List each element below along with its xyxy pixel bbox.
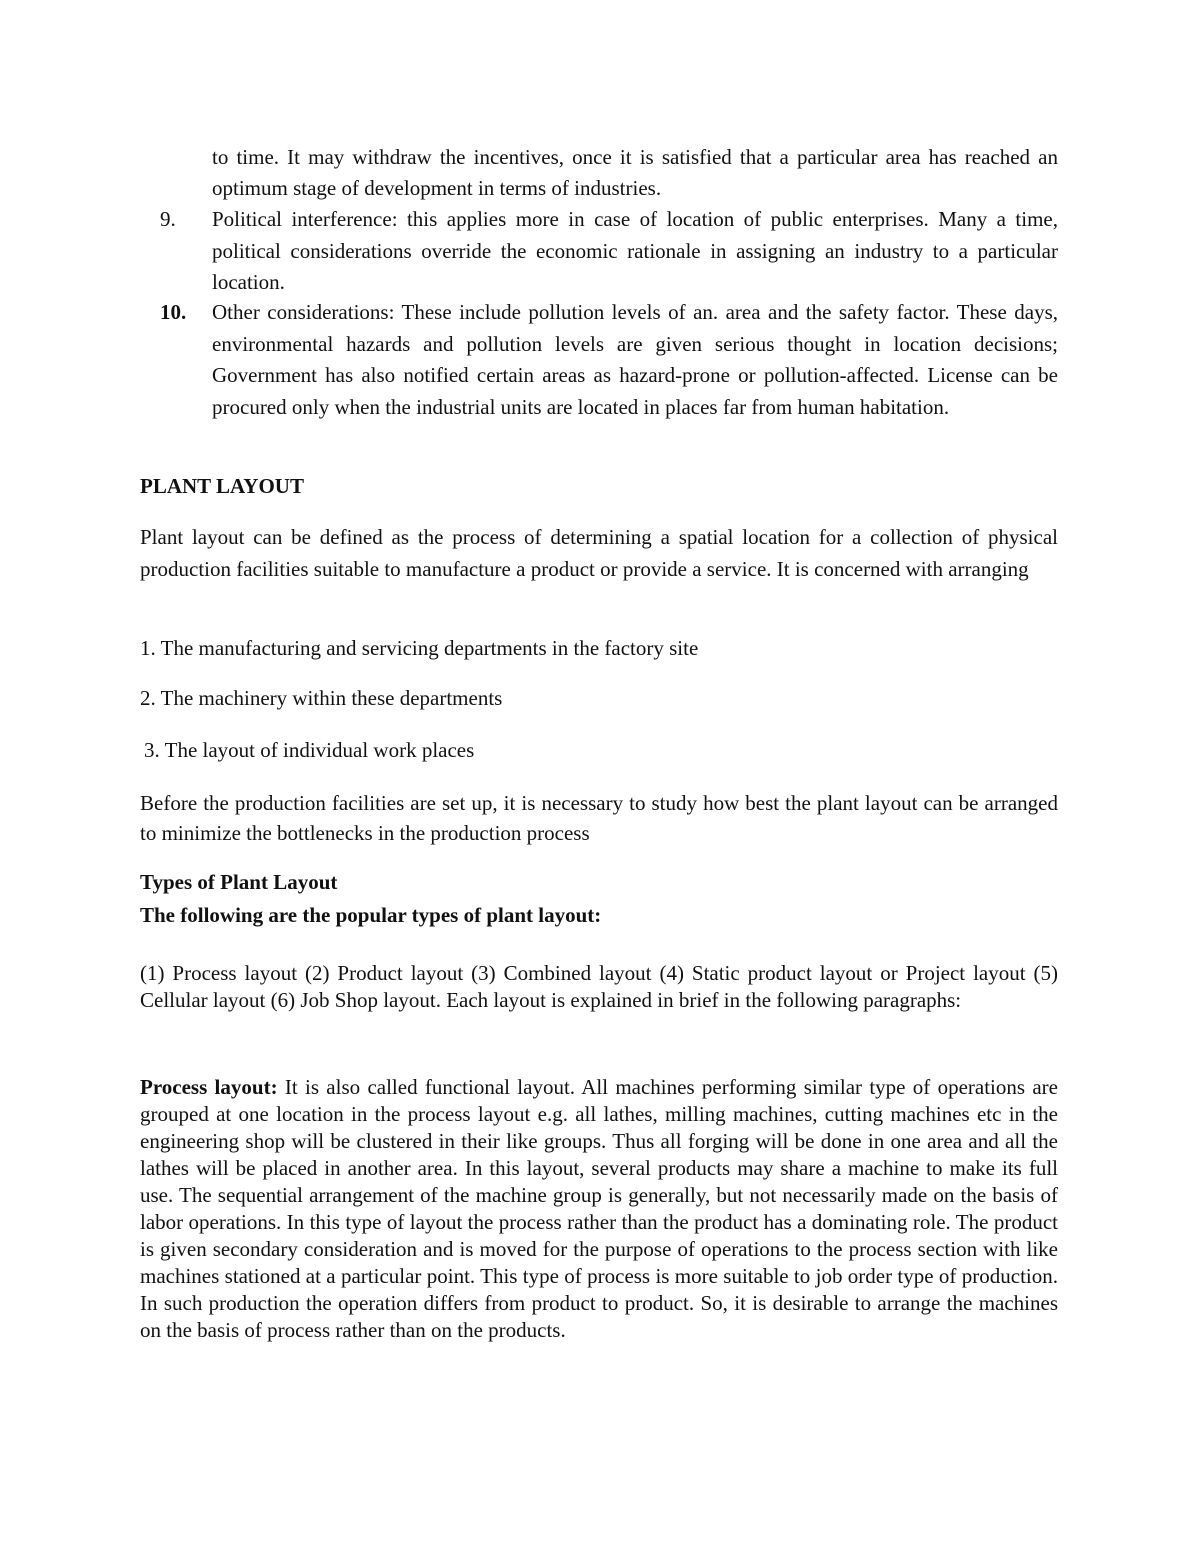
layout-types-list: (1) Process layout (2) Product layout (3) Combined layout (4) Static product layout or Project layout (5) Cellular layout (6) Job Shop layout. Each layout is explained in brief in the following paragraphs:	[140, 961, 1058, 1012]
arrangement-item-2: 2. The machinery within these departments	[140, 686, 503, 710]
item-text: Political interference: this applies more in case of location of public enterprises. Many a time, political considerations override the economic rationale in assigning an industry to a particular location.	[212, 207, 1058, 294]
arrangement-item-3: 3. The layout of individual work places	[144, 738, 475, 762]
types-heading: Types of Plant Layout	[140, 870, 338, 894]
arrangement-item-1: 1. The manufacturing and servicing departments in the factory site	[140, 636, 699, 660]
process-layout-paragraph	[140, 1074, 1058, 1344]
item-text: Other considerations: These include pollution levels of an. area and the safety factor. These days, environmental hazards and pollution levels are given serious thought in location decisions; Government has also notified certain areas as hazard-prone or pollution-affected. License can be procured only when the industrial units are located in places far from human habitation.	[212, 300, 1058, 419]
item-number: 10.	[160, 300, 187, 324]
section-heading-plant-layout: PLANT LAYOUT	[140, 474, 304, 498]
numbered-item-10	[160, 297, 1058, 423]
list-continuation-text: to time. It may withdraw the incentives, once it is satisfied that a particular area has reached an optimum stage of development in terms of industries.	[212, 145, 1058, 200]
item-number: 9.	[160, 207, 176, 231]
process-layout-text: It is also called functional layout. All machines performing similar type of operations are grouped at one location in the process layout e.g. all lathes, milling machines, cutting machines etc in the engineering shop will be clustered in their like groups. Thus all forging will be done in one area and all the lathes will be placed in another area. In this layout, several products may share a machine to make its full use. The sequential arrangement of the machine group is generally, but not necessarily made on the basis of labor operations. In this type of layout the process rather than the product has a dominating role. The product is given secondary consideration and is moved for the purpose of operations to the process section with like machines stationed at a particular point. This type of process is more suitable to job order type of production. In such production the operation differs from product to product. So, it is desirable to arrange the machines on the basis of process rather than on the products.	[140, 1075, 1058, 1342]
process-layout-label: Process layout:	[140, 1075, 278, 1099]
plant-layout-definition: Plant layout can be defined as the process of determining a spatial location for a collection of physical production facilities suitable to manufacture a product or provide a service. It is concerned with arranging	[140, 525, 1058, 581]
numbered-item-9	[160, 204, 1058, 299]
before-production-paragraph: Before the production facilities are set up, it is necessary to study how best the plant layout can be arranged to minimize the bottlenecks in the production process	[140, 791, 1058, 845]
types-subheading: The following are the popular types of plant layout:	[140, 903, 602, 927]
